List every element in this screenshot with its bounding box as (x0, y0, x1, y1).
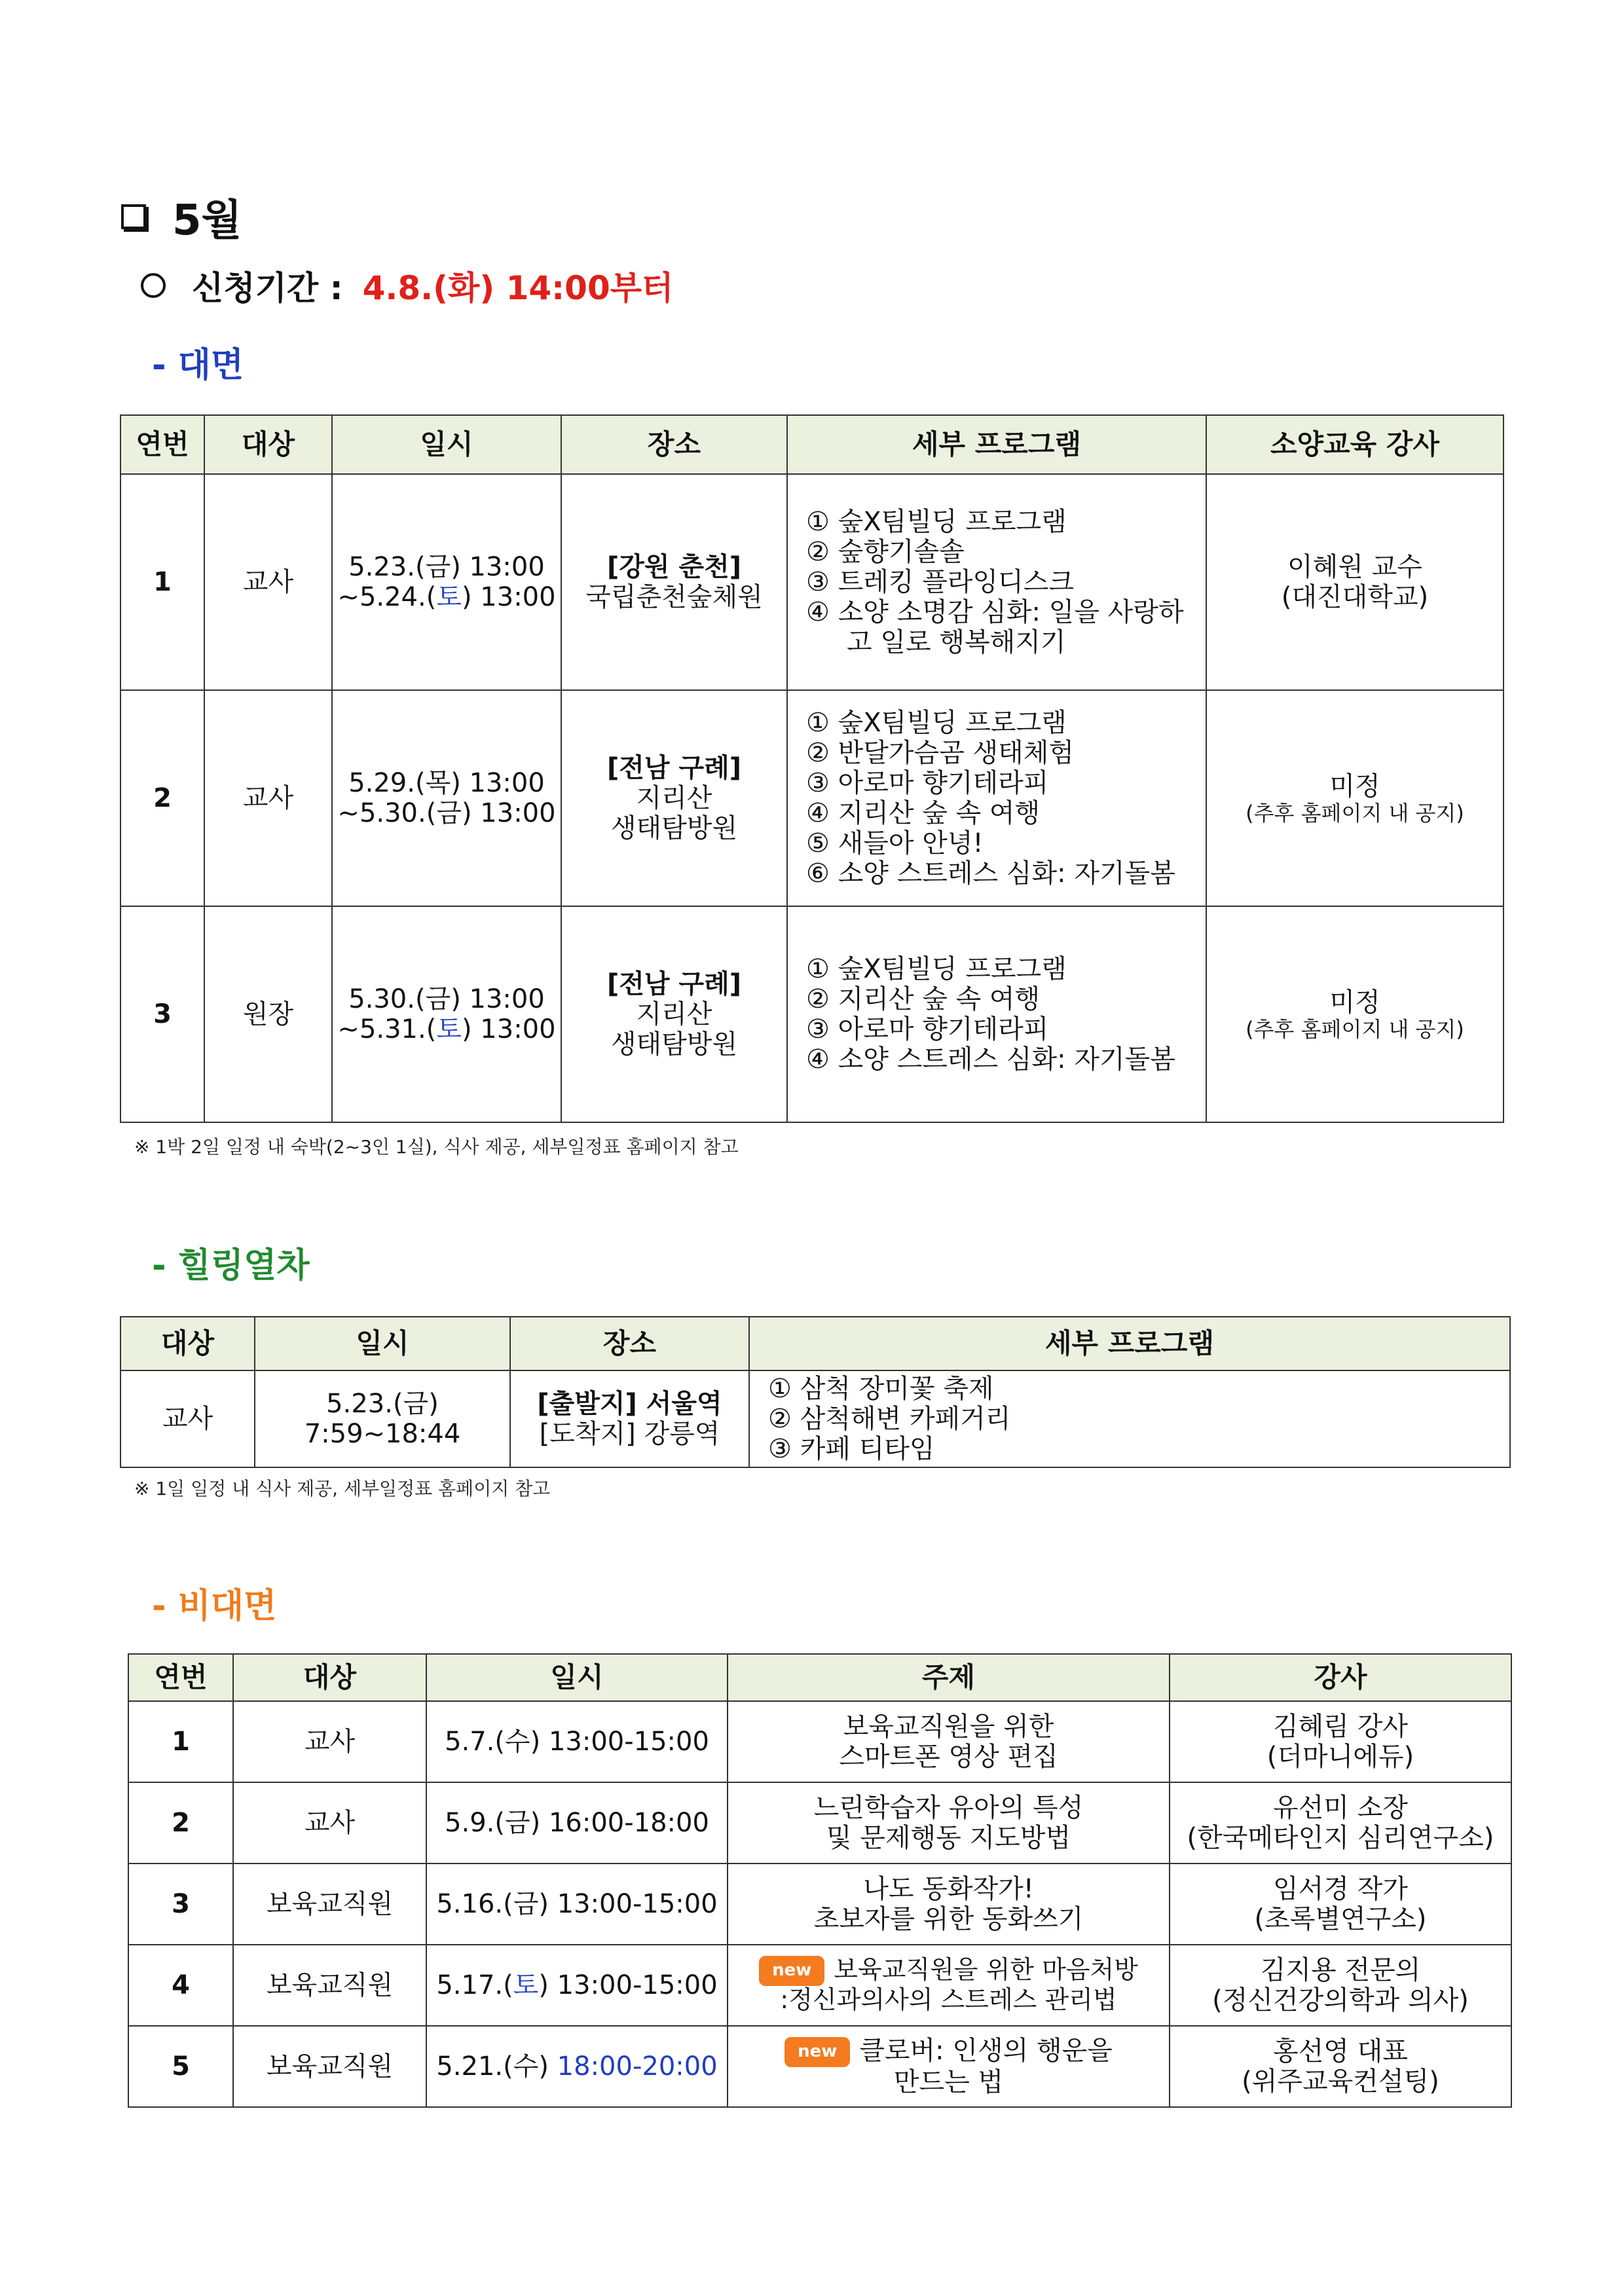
row-number: 3 (120, 906, 204, 1122)
lecturer-name: 미정 (1329, 771, 1380, 801)
row-programs (787, 690, 1206, 906)
table-row (128, 2026, 1511, 2107)
month-title: 5월 (172, 196, 242, 245)
lecturer-name: 미정 (1329, 987, 1380, 1018)
row-date: 5.7.(수) 13:00-15:00 (426, 1701, 728, 1782)
row-date: 5.17.(토) 13:00-15:00 (426, 1945, 728, 2026)
period-label: 신청기간 : (192, 269, 343, 307)
program-item: ③ 카페 티타임 (768, 1434, 935, 1464)
row-programs (787, 474, 1206, 690)
departure: [출발지] 서울역 (537, 1389, 722, 1419)
program-item: ④ 소양 스트레스 심화: 자기돌봄 (806, 1044, 1175, 1074)
place-name: 생태탐방원 (610, 813, 738, 843)
program-item: ① 숲X팀빌딩 프로그램 (806, 708, 1067, 738)
row-date (332, 906, 561, 1122)
date-end: ~5.30.(금) 13:00 (337, 798, 556, 828)
program-item: ③ 트레킹 플라잉디스크 (806, 567, 1075, 597)
row-target: 원장 (204, 906, 332, 1122)
row-number: 1 (128, 1701, 233, 1782)
row-number: 1 (120, 474, 204, 690)
row-number: 2 (128, 1782, 233, 1864)
row-target: 교사 (204, 474, 332, 690)
face-table (120, 414, 1504, 1123)
program-item: ① 숲X팀빌딩 프로그램 (806, 507, 1067, 537)
program-item: ② 숲향기솔솔 (806, 537, 965, 567)
arrival: [도착지] 강릉역 (539, 1419, 720, 1449)
checkbox-square-icon (121, 204, 146, 229)
row-target: 보육교직원 (233, 1945, 426, 2026)
col-header: 일시 (332, 415, 561, 474)
topic-line: new 클로버: 인생의 행운을 (728, 2036, 1169, 2067)
lecturer-name: 홍선영 대표 (1273, 2036, 1408, 2066)
lecturer-name: 유선미 소장 (1273, 1793, 1408, 1823)
row-programs (787, 906, 1206, 1122)
row-place (561, 474, 787, 690)
topic-line: 나도 동화작가! (863, 1874, 1034, 1904)
row-target: 교사 (233, 1701, 426, 1782)
row-topic (728, 1864, 1170, 1945)
place-name: 생태탐방원 (610, 1029, 738, 1059)
section-title-face: - 대면 (152, 346, 244, 385)
row-date: 5.9.(금) 16:00-18:00 (426, 1782, 728, 1864)
col-header: 일시 (255, 1317, 510, 1370)
date-end: ~5.24.(토) 13:00 (337, 582, 556, 612)
section-title-healing: - 힐링열차 (152, 1246, 310, 1285)
lecturer-affiliation: (위주교육컨설팅) (1242, 2066, 1439, 2097)
row-date (332, 690, 561, 906)
application-period (141, 262, 673, 309)
lecturer-affiliation: (더마니에듀) (1266, 1742, 1414, 1772)
healing-note: ※ 1일 일정 내 식사 제공, 세부일정표 홈페이지 참고 (134, 1478, 551, 1499)
date-day: 5.23.(금) (326, 1389, 439, 1419)
row-lecturer (1170, 1701, 1511, 1782)
topic-line: 만드는 법 (893, 2066, 1004, 2097)
topic-line: 스마트폰 영상 편집 (839, 1742, 1058, 1772)
col-header: 장소 (510, 1317, 749, 1370)
face-header-row (120, 415, 1504, 474)
topic-line: 초보자를 위한 동화쓰기 (813, 1904, 1084, 1934)
lecturer-affiliation: (초록별연구소) (1254, 1904, 1427, 1934)
table-row (128, 1864, 1511, 1945)
row-number: 4 (128, 1945, 233, 2026)
lecturer-name: 임서경 작가 (1273, 1874, 1408, 1904)
row-lecturer (1206, 906, 1504, 1122)
row-target: 보육교직원 (233, 2026, 426, 2107)
place-name: 국립춘천숲체원 (585, 582, 763, 612)
program-item: ④ 지리산 숲 속 여행 (806, 798, 1041, 828)
lecturer-name: 김지용 전문의 (1260, 1955, 1421, 1985)
row-lecturer (1206, 474, 1504, 690)
col-header: 대상 (204, 415, 332, 474)
col-header: 대상 (233, 1654, 426, 1701)
program-item: ⑥ 소양 스트레스 심화: 자기돌봄 (806, 858, 1175, 889)
place-name: 지리산 (636, 999, 712, 1029)
row-topic (728, 1782, 1170, 1864)
table-row (120, 906, 1504, 1122)
topic-line: :정신과의사의 스트레스 관리법 (780, 1985, 1117, 2015)
table-row (128, 1701, 1511, 1782)
col-header: 소양교육 강사 (1206, 415, 1504, 474)
lecturer-name: 김혜림 강사 (1273, 1712, 1408, 1742)
program-item: ③ 아로마 향기테라피 (806, 768, 1049, 798)
topic-line: 보육교직원을 위한 (843, 1712, 1054, 1742)
col-header: 장소 (561, 415, 787, 474)
month-heading (121, 187, 242, 247)
program-item: ③ 아로마 향기테라피 (806, 1014, 1049, 1044)
row-lecturer (1206, 690, 1504, 906)
place-region: [전남 구례] (606, 753, 742, 783)
row-topic (728, 1945, 1170, 2026)
place-region: [전남 구례] (606, 969, 742, 999)
row-date (332, 474, 561, 690)
row-date (255, 1370, 510, 1467)
lecturer-affiliation: (대진대학교) (1281, 582, 1429, 612)
circle-bullet-icon (141, 273, 166, 298)
lecturer-name: 이혜원 교수 (1287, 552, 1422, 582)
healing-header-row (120, 1317, 1510, 1370)
row-topic (728, 2026, 1170, 2107)
new-badge: new (784, 2037, 850, 2067)
row-topic (728, 1701, 1170, 1782)
section-title-online: - 비대면 (152, 1587, 277, 1626)
healing-table (120, 1316, 1511, 1468)
date-time: 7:59~18:44 (304, 1419, 461, 1449)
table-row (128, 1782, 1511, 1864)
row-number: 3 (128, 1864, 233, 1945)
online-header-row (128, 1654, 1511, 1701)
topic-line: new 보육교직원을 위한 마음처방 (728, 1956, 1169, 1986)
row-target: 교사 (233, 1782, 426, 1864)
program-item: ① 삼척 장미꽃 축제 (768, 1374, 994, 1404)
lecturer-affiliation: (한국메타인지 심리연구소) (1187, 1823, 1494, 1853)
row-place (561, 906, 787, 1122)
lecturer-affiliation: (추후 홈페이지 내 공지) (1246, 1016, 1464, 1042)
col-header: 대상 (120, 1317, 255, 1370)
row-target: 교사 (120, 1370, 255, 1467)
face-note: ※ 1박 2일 일정 내 숙박(2~3인 1실), 식사 제공, 세부일정표 홈페이지 참고 (134, 1136, 739, 1158)
col-header: 주제 (728, 1654, 1170, 1701)
row-date: 5.16.(금) 13:00-15:00 (426, 1864, 728, 1945)
date-start: 5.30.(금) 13:00 (348, 984, 545, 1014)
row-place (510, 1370, 749, 1467)
period-value: 4.8.(화) 14:00부터 (362, 269, 674, 307)
topic-line: 느린학습자 유아의 특성 (813, 1793, 1084, 1823)
row-date: 5.21.(수) 18:00-20:00 (426, 2026, 728, 2107)
row-target: 보육교직원 (233, 1864, 426, 1945)
table-row (120, 1370, 1510, 1467)
date-start: 5.29.(목) 13:00 (348, 768, 545, 798)
row-lecturer (1170, 2026, 1511, 2107)
col-header: 강사 (1170, 1654, 1511, 1701)
lecturer-affiliation: (추후 홈페이지 내 공지) (1246, 800, 1464, 826)
place-name: 지리산 (636, 783, 712, 813)
date-end: ~5.31.(토) 13:00 (337, 1014, 556, 1044)
table-row (120, 690, 1504, 906)
program-item: ② 지리산 숲 속 여행 (806, 984, 1041, 1014)
topic-line: 및 문제행동 지도방법 (826, 1823, 1071, 1853)
col-header: 연번 (128, 1654, 233, 1701)
program-item: ② 반달가슴곰 생태체험 (806, 738, 1075, 768)
place-region: [강원 춘천] (606, 552, 742, 582)
online-table (128, 1653, 1512, 2108)
col-header: 세부 프로그램 (749, 1317, 1510, 1370)
row-place (561, 690, 787, 906)
row-target: 교사 (204, 690, 332, 906)
table-row (120, 474, 1504, 690)
row-number: 2 (120, 690, 204, 906)
lecturer-affiliation: (정신건강의학과 의사) (1212, 1985, 1469, 2015)
row-lecturer (1170, 1864, 1511, 1945)
row-programs (749, 1370, 1510, 1467)
program-item: ④ 소양 소명감 심화: 일을 사랑하고 일로 행복해지기 (806, 597, 1184, 657)
row-number: 5 (128, 2026, 233, 2107)
table-row (128, 1945, 1511, 2026)
col-header: 일시 (426, 1654, 728, 1701)
col-header: 세부 프로그램 (787, 415, 1206, 474)
program-item: ⑤ 새들아 안녕! (806, 828, 984, 858)
date-start: 5.23.(금) 13:00 (348, 552, 545, 582)
row-lecturer (1170, 1782, 1511, 1864)
program-item: ① 숲X팀빌딩 프로그램 (806, 954, 1067, 984)
program-item: ② 삼척해변 카페거리 (768, 1404, 1011, 1434)
col-header: 연번 (120, 415, 204, 474)
row-lecturer (1170, 1945, 1511, 2026)
new-badge: new (759, 1956, 824, 1986)
